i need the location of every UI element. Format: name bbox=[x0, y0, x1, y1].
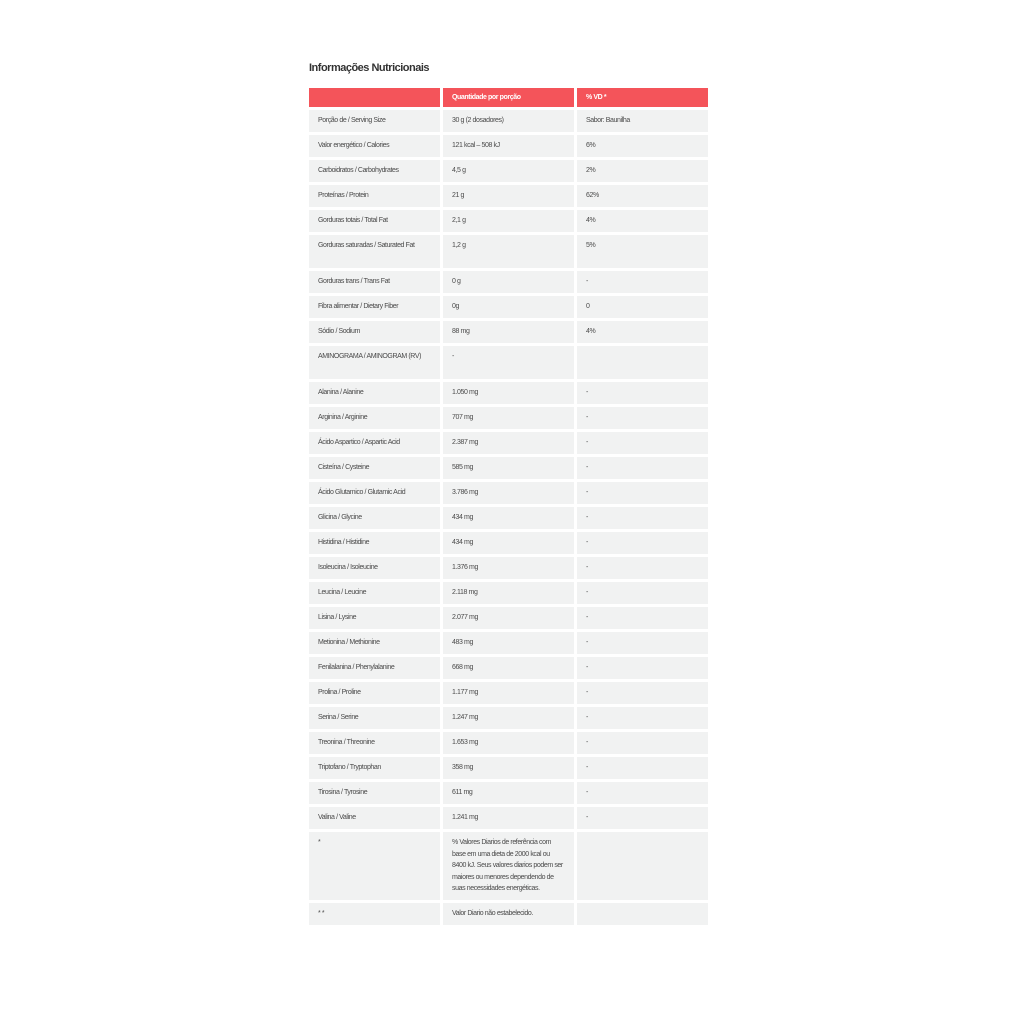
nutrient-cell: Valor energético / Calories bbox=[309, 135, 440, 157]
table-row bbox=[309, 210, 708, 232]
daily-value-cell bbox=[577, 832, 708, 900]
nutrient-cell: Fenilalanina / Phenylalanine bbox=[309, 657, 440, 679]
table-row bbox=[309, 507, 708, 529]
daily-value-cell: 6% bbox=[577, 135, 708, 157]
quantity-cell: 1.247 mg bbox=[443, 707, 574, 729]
table-row bbox=[309, 707, 708, 729]
daily-value-cell: - bbox=[577, 432, 708, 454]
daily-value-cell: - bbox=[577, 532, 708, 554]
daily-value-cell: 2% bbox=[577, 160, 708, 182]
nutrient-cell: Glicina / Glycine bbox=[309, 507, 440, 529]
nutrient-cell: Alanina / Alanine bbox=[309, 382, 440, 404]
nutrient-cell: Porção de / Serving Size bbox=[309, 110, 440, 132]
daily-value-cell: - bbox=[577, 807, 708, 829]
daily-value-cell: - bbox=[577, 682, 708, 704]
daily-value-cell: - bbox=[577, 507, 708, 529]
nutrient-cell: Triptofano / Tryptophan bbox=[309, 757, 440, 779]
nutrient-cell: * bbox=[309, 832, 440, 900]
nutrient-cell: Metionina / Methionine bbox=[309, 632, 440, 654]
quantity-cell: Valor Diario não estabelecido. bbox=[443, 903, 574, 925]
quantity-cell: 585 mg bbox=[443, 457, 574, 479]
nutrient-cell: Isoleucina / Isoleucine bbox=[309, 557, 440, 579]
table-row bbox=[309, 185, 708, 207]
table-row bbox=[309, 657, 708, 679]
daily-value-cell bbox=[577, 346, 708, 379]
quantity-cell: 1.653 mg bbox=[443, 732, 574, 754]
daily-value-cell: - bbox=[577, 732, 708, 754]
quantity-cell: 668 mg bbox=[443, 657, 574, 679]
daily-value-cell: 0 bbox=[577, 296, 708, 318]
table-row bbox=[309, 482, 708, 504]
quantity-cell: 434 mg bbox=[443, 532, 574, 554]
daily-value-cell: 4% bbox=[577, 321, 708, 343]
nutrient-cell: Cisteína / Cysteine bbox=[309, 457, 440, 479]
nutrient-cell: Gorduras saturadas / Saturated Fat bbox=[309, 235, 440, 268]
quantity-cell: 30 g (2 dosadores) bbox=[443, 110, 574, 132]
table-row bbox=[309, 135, 708, 157]
quantity-cell: 611 mg bbox=[443, 782, 574, 804]
table-row bbox=[309, 557, 708, 579]
quantity-cell: 0g bbox=[443, 296, 574, 318]
daily-value-cell: - bbox=[577, 607, 708, 629]
table-row bbox=[309, 732, 708, 754]
header-daily-value: % VD * bbox=[577, 88, 708, 107]
quantity-cell: 358 mg bbox=[443, 757, 574, 779]
nutrient-cell: Serina / Serine bbox=[309, 707, 440, 729]
table-row bbox=[309, 160, 708, 182]
nutrient-cell: Valina / Valine bbox=[309, 807, 440, 829]
table-row bbox=[309, 632, 708, 654]
daily-value-cell: - bbox=[577, 557, 708, 579]
table-body bbox=[309, 110, 708, 925]
quantity-cell: 1,2 g bbox=[443, 235, 574, 268]
table-row bbox=[309, 782, 708, 804]
table-row bbox=[309, 382, 708, 404]
daily-value-cell: - bbox=[577, 271, 708, 293]
quantity-cell: 2.387 mg bbox=[443, 432, 574, 454]
daily-value-cell: - bbox=[577, 632, 708, 654]
daily-value-cell: 4% bbox=[577, 210, 708, 232]
quantity-cell: 88 mg bbox=[443, 321, 574, 343]
quantity-cell: 1.177 mg bbox=[443, 682, 574, 704]
daily-value-cell: - bbox=[577, 482, 708, 504]
quantity-cell: 1.241 mg bbox=[443, 807, 574, 829]
table-row bbox=[309, 807, 708, 829]
table-row bbox=[309, 457, 708, 479]
page-title: Informações Nutricionais bbox=[309, 62, 430, 74]
quantity-cell: 2,1 g bbox=[443, 210, 574, 232]
nutrient-cell: Histidina / Histidine bbox=[309, 532, 440, 554]
header-nutrient bbox=[309, 88, 440, 107]
table-row bbox=[309, 757, 708, 779]
daily-value-cell: Sabor: Baunilha bbox=[577, 110, 708, 132]
nutrient-cell: Gorduras totais / Total Fat bbox=[309, 210, 440, 232]
daily-value-cell: 5% bbox=[577, 235, 708, 268]
table-row bbox=[309, 321, 708, 343]
table-row bbox=[309, 832, 708, 900]
table-row bbox=[309, 582, 708, 604]
nutrient-cell: Carboidratos / Carbohydrates bbox=[309, 160, 440, 182]
nutrient-cell: Ácido Aspartico / Aspartic Acid bbox=[309, 432, 440, 454]
table-row bbox=[309, 110, 708, 132]
daily-value-cell: - bbox=[577, 657, 708, 679]
nutrient-cell: Prolina / Proline bbox=[309, 682, 440, 704]
quantity-cell: 21 g bbox=[443, 185, 574, 207]
table-row bbox=[309, 407, 708, 429]
nutrient-cell: Proteínas / Protein bbox=[309, 185, 440, 207]
nutrient-cell: Treonina / Threonine bbox=[309, 732, 440, 754]
nutrient-cell: Tirosina / Tyrosine bbox=[309, 782, 440, 804]
table-row bbox=[309, 903, 708, 925]
quantity-cell: 434 mg bbox=[443, 507, 574, 529]
table-row bbox=[309, 532, 708, 554]
quantity-cell: 483 mg bbox=[443, 632, 574, 654]
nutrient-cell: Arginina / Arginine bbox=[309, 407, 440, 429]
table-row bbox=[309, 432, 708, 454]
quantity-cell: - bbox=[443, 346, 574, 379]
table-header-row bbox=[309, 88, 708, 107]
table-row bbox=[309, 296, 708, 318]
nutrient-cell: * * bbox=[309, 903, 440, 925]
quantity-cell: 707 mg bbox=[443, 407, 574, 429]
daily-value-cell: 62% bbox=[577, 185, 708, 207]
table-row bbox=[309, 235, 708, 268]
daily-value-cell: - bbox=[577, 382, 708, 404]
nutrient-cell: Lisina / Lysine bbox=[309, 607, 440, 629]
table-row bbox=[309, 682, 708, 704]
daily-value-cell: - bbox=[577, 757, 708, 779]
quantity-cell: 1.050 mg bbox=[443, 382, 574, 404]
nutrient-cell: Sódio / Sodium bbox=[309, 321, 440, 343]
daily-value-cell: - bbox=[577, 582, 708, 604]
table-row bbox=[309, 346, 708, 379]
table-row bbox=[309, 271, 708, 293]
quantity-cell: 2.118 mg bbox=[443, 582, 574, 604]
table-row bbox=[309, 607, 708, 629]
daily-value-cell: - bbox=[577, 782, 708, 804]
quantity-cell: 1.376 mg bbox=[443, 557, 574, 579]
nutrient-cell: Ácido Glutamico / Glutamic Acid bbox=[309, 482, 440, 504]
header-quantity: Quantidade por porção bbox=[443, 88, 574, 107]
daily-value-cell bbox=[577, 903, 708, 925]
daily-value-cell: - bbox=[577, 707, 708, 729]
nutrition-section bbox=[309, 58, 708, 928]
nutrient-cell: AMINOGRAMA / AMINOGRAM (RV) bbox=[309, 346, 440, 379]
daily-value-cell: - bbox=[577, 457, 708, 479]
nutrient-cell: Leucina / Leucine bbox=[309, 582, 440, 604]
nutrient-cell: Fibra alimentar / Dietary Fiber bbox=[309, 296, 440, 318]
nutrient-cell: Gorduras trans / Trans Fat bbox=[309, 271, 440, 293]
daily-value-cell: - bbox=[577, 407, 708, 429]
quantity-cell: % Valores Diarios de referência com base em uma dieta de 2000 kcal ou 8400 kJ. Seus valores diarios podem ser maiores ou menores dependendo de suas necessidades energéticas. bbox=[443, 832, 574, 900]
quantity-cell: 121 kcal – 508 kJ bbox=[443, 135, 574, 157]
quantity-cell: 0 g bbox=[443, 271, 574, 293]
quantity-cell: 2.077 mg bbox=[443, 607, 574, 629]
quantity-cell: 3.786 mg bbox=[443, 482, 574, 504]
nutrition-table bbox=[306, 85, 711, 928]
quantity-cell: 4,5 g bbox=[443, 160, 574, 182]
